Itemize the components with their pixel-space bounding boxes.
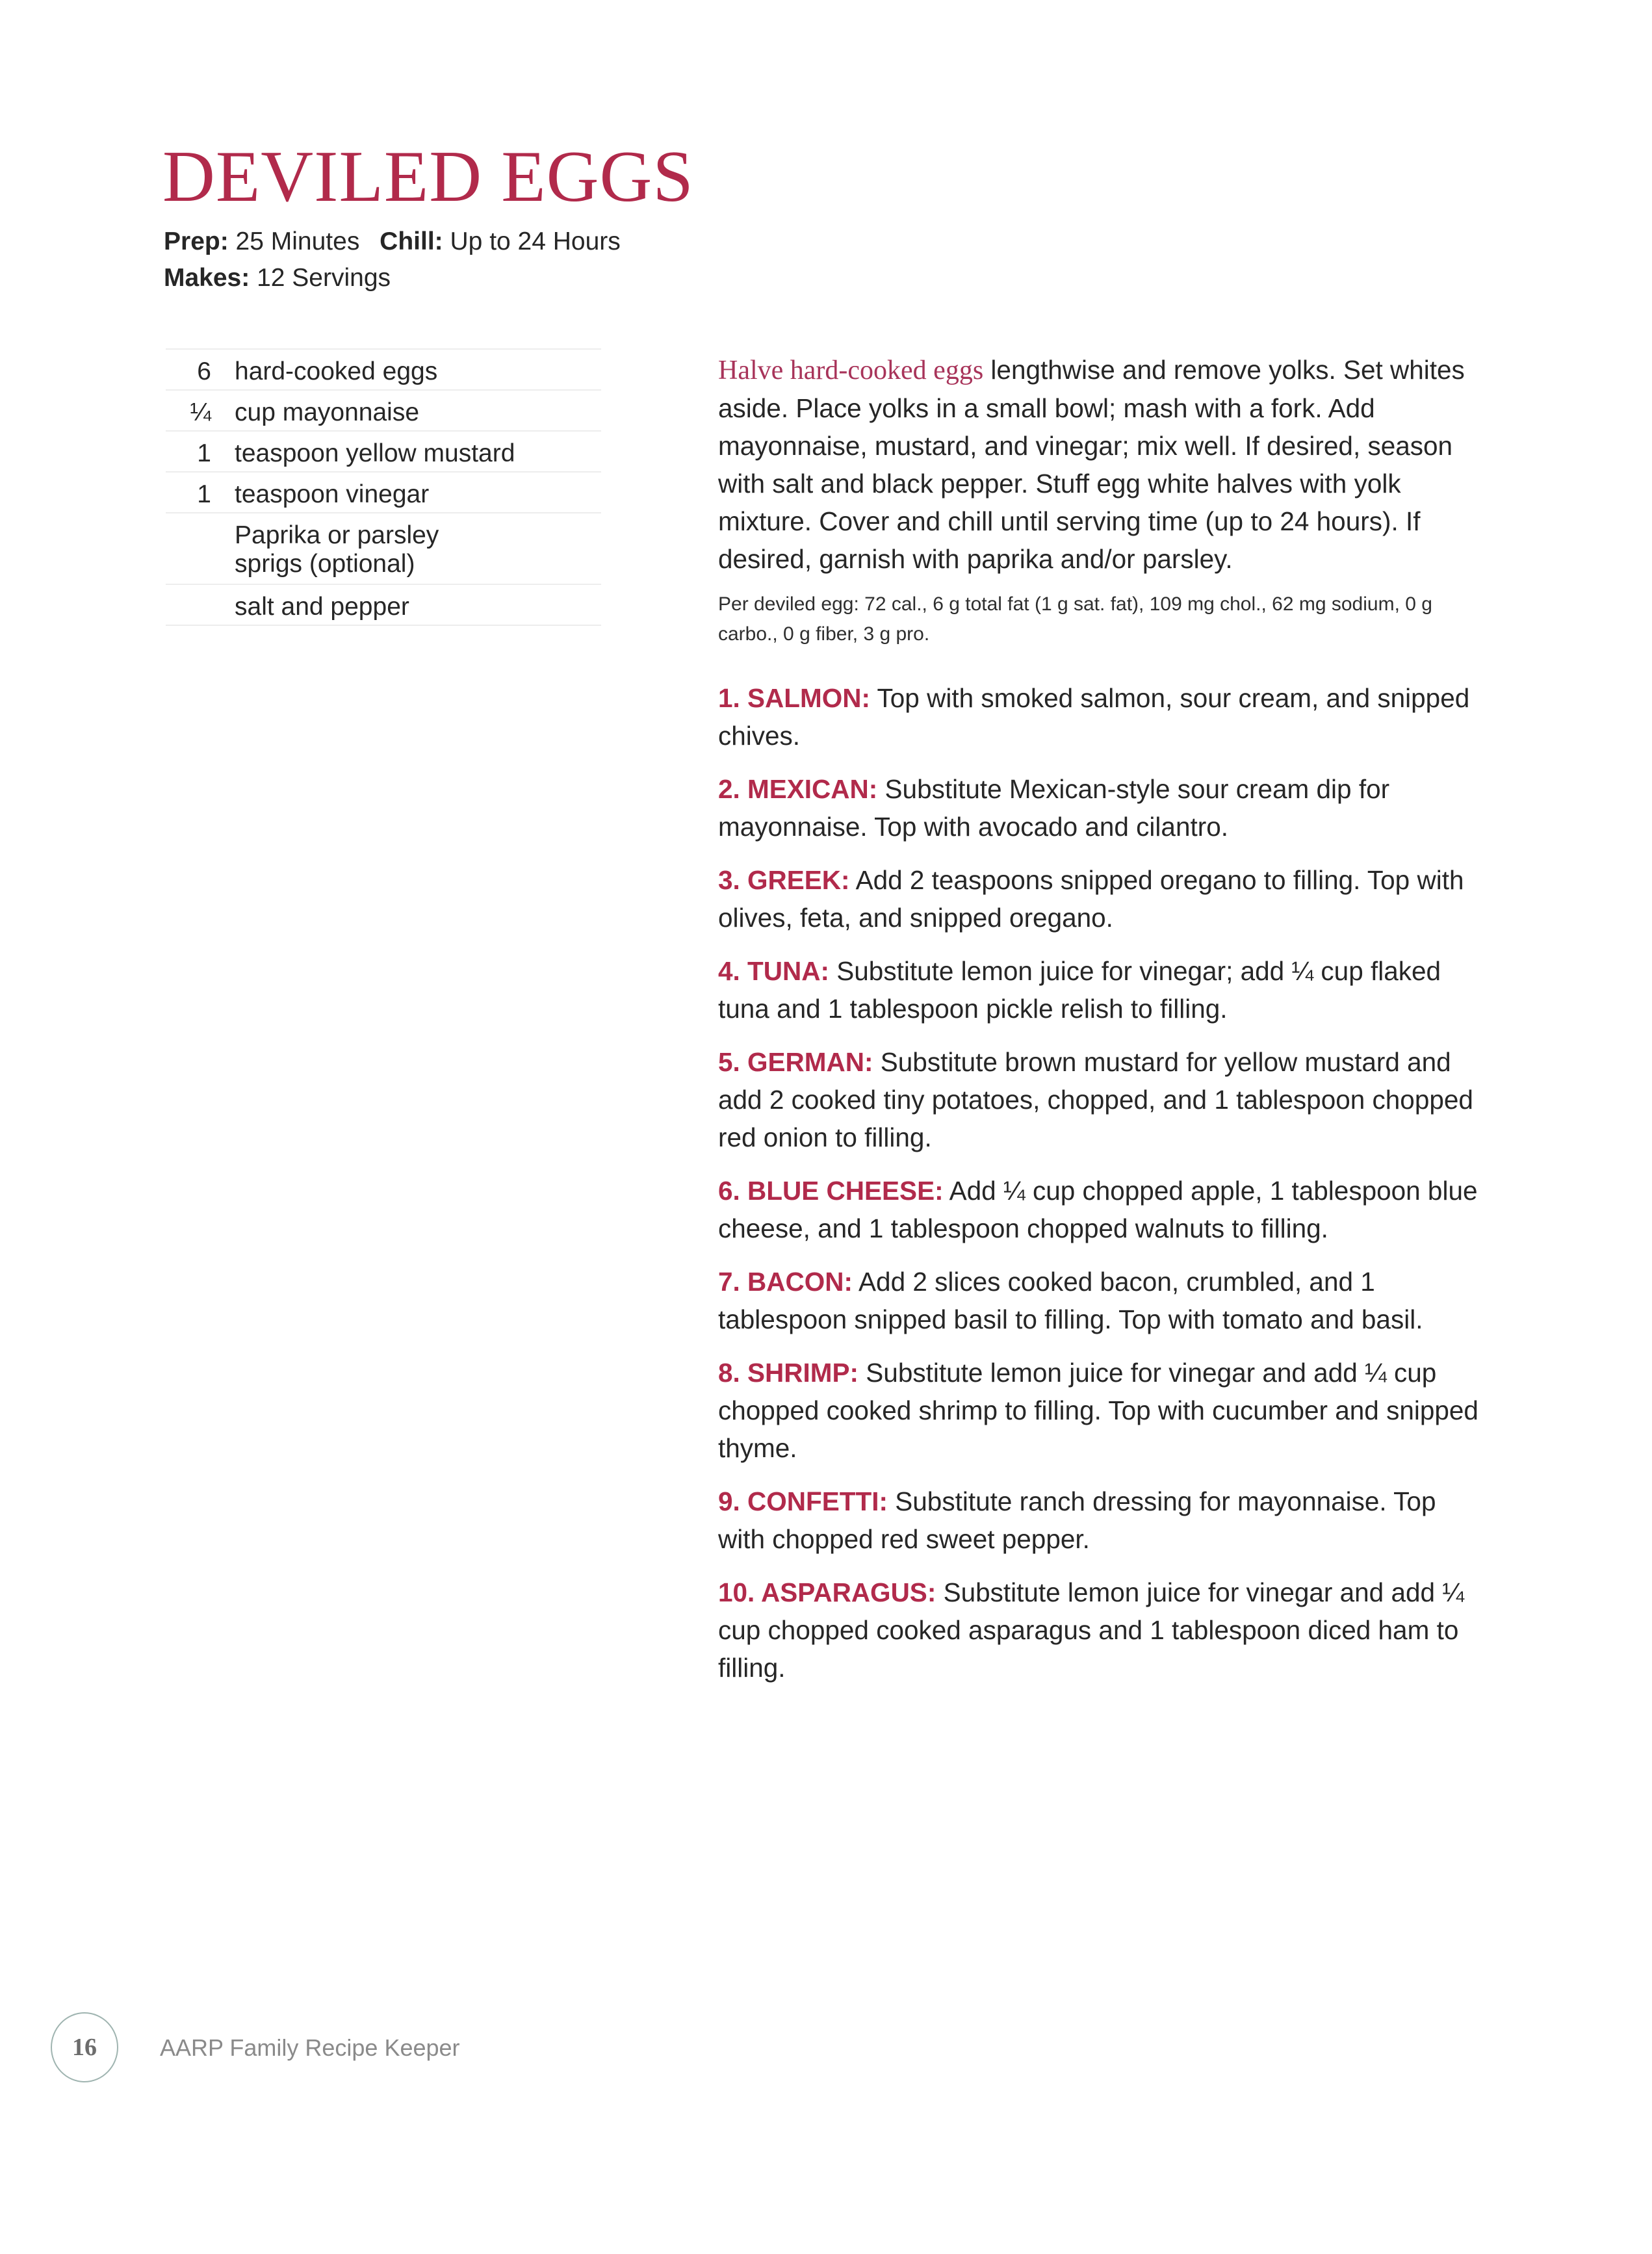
book-title: AARP Family Recipe Keeper — [160, 2034, 460, 2061]
chill-value: Up to 24 Hours — [450, 227, 621, 255]
ingredient-row — [166, 432, 601, 473]
prep-value: 25 Minutes — [235, 227, 360, 255]
ingredient-amount: 1 — [197, 480, 211, 508]
variation-label: 6. BLUE CHEESE: — [718, 1176, 944, 1206]
variation-item — [718, 1483, 1478, 1558]
variation-label: 3. GREEK: — [718, 865, 850, 895]
variation-item — [718, 1574, 1478, 1687]
page-number: 16 — [72, 2034, 97, 2061]
variation-item — [718, 770, 1478, 846]
ingredient-row — [166, 350, 601, 391]
variation-item — [718, 952, 1478, 1028]
ingredient-row — [166, 585, 601, 626]
makes-label: Makes: — [164, 264, 250, 292]
variation-item — [718, 1172, 1478, 1247]
directions-lead: Halve hard-cooked eggs — [718, 356, 984, 385]
variation-list — [718, 679, 1478, 1687]
chill-label: Chill: — [380, 227, 443, 255]
variation-label: 5. GERMAN: — [718, 1047, 873, 1077]
ingredient-row — [166, 513, 601, 585]
variation-text: Substitute lemon juice for vinegar and add ¼ cup chopped cooked shrimp to filling. Top with cucumber and snipped thyme. — [718, 1358, 1478, 1463]
ingredient-list — [166, 348, 601, 626]
ingredient-item: cup mayonnaise — [235, 398, 420, 426]
variation-text: Substitute lemon juice for vinegar; add ¼ cup flaked tuna and 1 tablespoon pickle relish to filling. — [718, 956, 1441, 1024]
ingredient-amount: ¼ — [190, 398, 211, 426]
ingredient-item: salt and pepper — [235, 593, 409, 621]
variation-text: Add 2 teaspoons snipped oregano to filling. Top with olives, feta, and snipped oregano. — [718, 865, 1464, 933]
variation-label: 4. TUNA: — [718, 956, 829, 986]
ingredient-amount — [166, 588, 235, 593]
ingredient-item: Paprika or parsley sprigs (optional) — [235, 521, 439, 578]
nutrition-info: Per deviled egg: 72 cal., 6 g total fat (1 g sat. fat), 109 mg chol., 62 mg sodium, 0 g carbo., 0 g fiber, 3 g pro. — [718, 593, 1432, 645]
variation-text: Substitute Mexican-style sour cream dip for mayonnaise. Top with avocado and cilantro. — [718, 774, 1390, 842]
ingredient-amount: 6 — [197, 357, 211, 385]
variation-text: Substitute brown mustard for yellow mustard and add 2 cooked tiny potatoes, chopped, and 1 tablespoon chopped red onion to filling. — [718, 1047, 1473, 1152]
makes-value: 12 Servings — [257, 264, 391, 292]
recipe-meta — [164, 224, 621, 296]
variation-label: 9. CONFETTI: — [718, 1486, 888, 1516]
ingredient-item: teaspoon yellow mustard — [235, 439, 515, 467]
instructions-column — [718, 351, 1478, 1702]
variation-text: Top with smoked salmon, sour cream, and snipped chives. — [718, 683, 1470, 751]
ingredient-item: teaspoon vinegar — [235, 480, 430, 508]
variation-label: 1. SALMON: — [718, 683, 871, 713]
variation-item — [718, 679, 1478, 755]
variation-text: Substitute ranch dressing for mayonnaise. Top with chopped red sweet pepper. — [718, 1486, 1436, 1554]
meta-line-times — [164, 224, 621, 260]
ingredient-item: hard-cooked eggs — [235, 357, 438, 385]
variation-item — [718, 1263, 1478, 1338]
prep-label: Prep: — [164, 227, 229, 255]
directions — [718, 351, 1478, 578]
ingredient-row — [166, 473, 601, 513]
meta-line-yield — [164, 260, 621, 296]
variation-item — [718, 1354, 1478, 1467]
variation-text: Add ¼ cup chopped apple, 1 tablespoon blue cheese, and 1 tablespoon chopped walnuts to filling. — [718, 1176, 1478, 1243]
recipe-title: DEVILED EGGS — [162, 136, 694, 217]
variation-item — [718, 861, 1478, 937]
variation-label: 2. MEXICAN: — [718, 774, 878, 804]
variation-text: Substitute lemon juice for vinegar and add ¼ cup chopped cooked asparagus and 1 tablespoon diced ham to filling. — [718, 1577, 1465, 1683]
directions-body: lengthwise and remove yolks. Set whites aside. Place yolks in a small bowl; mash with a fork. Add mayonnaise, mustard, and vinegar; mix well. If desired, season with salt and black pepper. Stuff egg white halves with yolk mixture. Cover and chill until serving time (up to 24 hours). If desired, garnish with paprika and/or parsley. — [718, 355, 1465, 574]
variation-item — [718, 1043, 1478, 1156]
ingredient-row — [166, 391, 601, 432]
variation-text: Add 2 slices cooked bacon, crumbled, and 1 tablespoon snipped basil to filling. Top with tomato and basil. — [718, 1267, 1423, 1334]
variation-label: 7. BACON: — [718, 1267, 853, 1297]
variation-label: 8. SHRIMP: — [718, 1358, 859, 1388]
page-number-badge — [51, 2012, 118, 2082]
ingredient-amount: 1 — [197, 439, 211, 467]
variation-label: 10. ASPARAGUS: — [718, 1577, 936, 1607]
ingredient-amount — [166, 516, 235, 521]
